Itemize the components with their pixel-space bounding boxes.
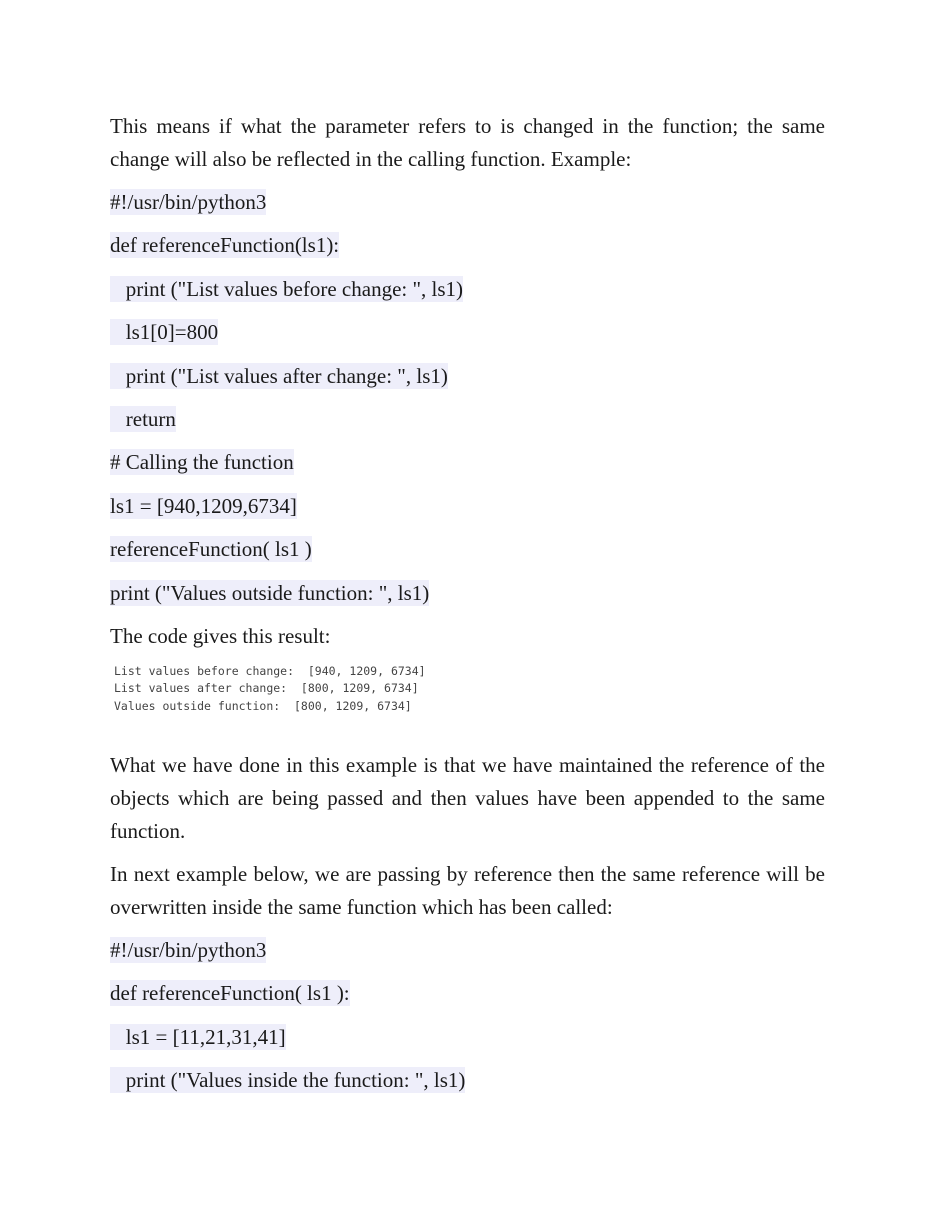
- code-line: #!/usr/bin/python3: [110, 190, 267, 214]
- console-line: List values before change: [940, 1209, 6734]: [114, 663, 426, 678]
- code-line: ls1 = [11,21,31,41]: [110, 1024, 286, 1049]
- console-output-image: [114, 663, 474, 725]
- code-block-1: [110, 186, 825, 610]
- code-line: ls1 = [940,1209,6734]: [110, 493, 297, 518]
- intro-paragraph: This means if what the parameter refers to is changed in the function; the same change will also be reflected in the calling function. Example:: [110, 114, 825, 171]
- code-line: ls1[0]=800: [110, 320, 219, 345]
- explanation-paragraph: What we have done in this example is that we have maintained the reference of the objects which are being passed and then values have been appended to the same function.: [110, 752, 825, 843]
- document-page: [110, 110, 825, 1107]
- code-line: return: [110, 406, 176, 431]
- code-line: #!/usr/bin/python3: [110, 937, 267, 962]
- code-line: print ("Values inside the function: ", ls1): [110, 1068, 466, 1093]
- code-line: print ("List values after change: ", ls1): [110, 363, 448, 388]
- code-line: def referenceFunction( ls1 ):: [110, 981, 350, 1006]
- console-line: Values outside function: [800, 1209, 6734]: [114, 698, 412, 713]
- code-line: referenceFunction( ls1 ): [110, 537, 312, 562]
- code-line: print ("Values outside function: ", ls1): [110, 580, 430, 605]
- code-line: # Calling the function: [110, 450, 294, 475]
- code-block-2: [110, 934, 825, 1097]
- next-intro-paragraph: In next example below, we are passing by reference then the same reference will be overwritten inside the same function which has been called:: [110, 861, 825, 919]
- code-line: def referenceFunction(ls1):: [110, 233, 340, 258]
- code-line: print ("List values before change: ", ls1): [110, 276, 464, 301]
- result-label: The code gives this result:: [110, 623, 331, 648]
- console-line: List values after change: [800, 1209, 6734]: [114, 681, 419, 696]
